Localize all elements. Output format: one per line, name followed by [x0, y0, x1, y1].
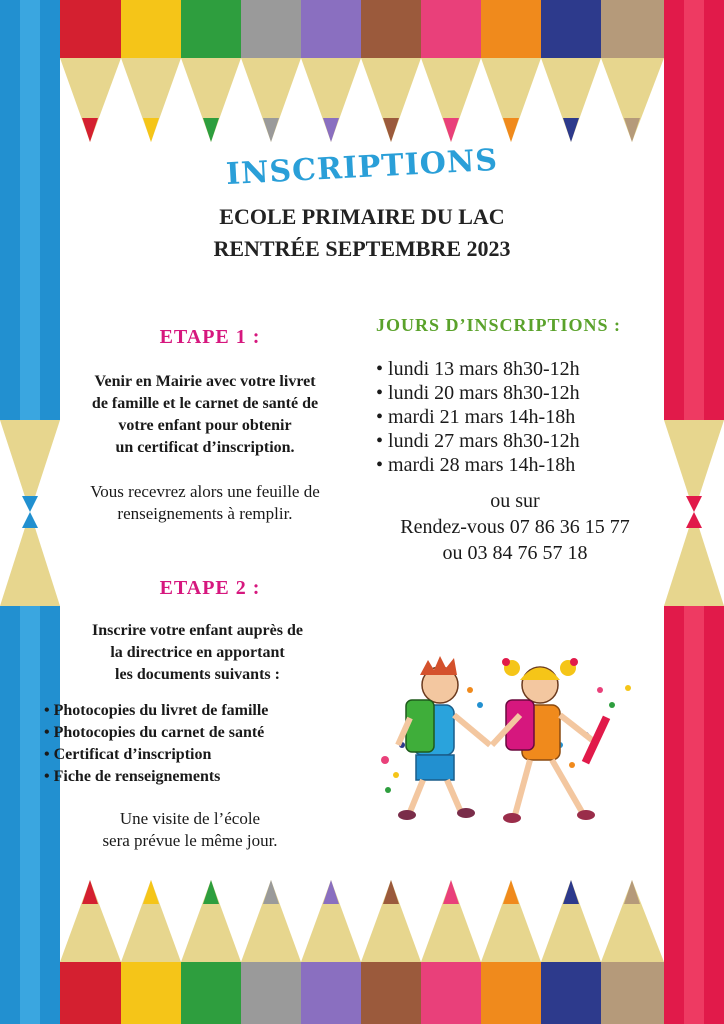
or-label: ou sur	[490, 490, 540, 512]
appointment-phone-2: ou 03 84 76 57 18	[442, 542, 588, 564]
step2-intro	[20, 620, 375, 686]
date-item: • lundi 20 mars 8h30-12h	[376, 381, 580, 405]
step1-note-line: renseignements à remplir.	[117, 504, 293, 523]
visit-line: Une visite de l’école	[119, 809, 261, 828]
visit-note	[20, 808, 360, 852]
registration-days-heading: JOURS D’INSCRIPTIONS :	[376, 315, 622, 335]
top-pencils	[60, 0, 664, 142]
date-item: • lundi 27 mars 8h30-12h	[376, 429, 580, 453]
step1-line: Venir en Mairie avec votre livret	[94, 373, 316, 390]
bottom-pencils	[60, 880, 664, 1024]
date-item: • lundi 13 mars 8h30-12h	[376, 357, 580, 381]
girl	[492, 658, 610, 823]
step2-intro-line: la directrice en apportant	[110, 644, 285, 661]
step1-heading: ETAPE 1 :	[159, 326, 261, 348]
appointment-info	[355, 488, 675, 566]
page-title: INSCRIPTIONS	[225, 142, 499, 193]
boy	[398, 656, 490, 820]
date-item: • mardi 21 mars 14h-18h	[376, 405, 580, 429]
step1-line: un certificat d’inscription.	[115, 439, 295, 456]
appointment-phone-1: Rendez-vous 07 86 36 15 77	[400, 516, 630, 538]
date-item: • mardi 28 mars 14h-18h	[376, 453, 580, 477]
visit-line: sera prévue le même jour.	[102, 831, 278, 850]
step1-instructions	[20, 371, 390, 459]
document-list	[44, 700, 374, 788]
step1-line: de famille et le carnet de santé de	[91, 395, 319, 412]
school-name: ECOLE PRIMAIRE DU LAC	[219, 204, 505, 229]
step2-heading: ETAPE 2 :	[159, 577, 261, 599]
registration-dates	[376, 357, 580, 477]
children-illustration	[381, 656, 631, 823]
document-item: • Fiche de renseignements	[44, 766, 374, 788]
step1-note-line: Vous recevrez alors une feuille de	[90, 482, 320, 501]
step1-note	[20, 481, 390, 525]
step1-line: votre enfant pour obtenir	[118, 417, 292, 434]
document-item: • Certificat d’inscription	[44, 744, 374, 766]
step2-intro-line: les documents suivants :	[115, 666, 280, 683]
document-item: • Photocopies du livret de famille	[44, 700, 374, 722]
step2-intro-line: Inscrire votre enfant auprès de	[92, 622, 303, 639]
school-year: RENTRÉE SEPTEMBRE 2023	[213, 236, 511, 261]
document-item: • Photocopies du carnet de santé	[44, 722, 374, 744]
